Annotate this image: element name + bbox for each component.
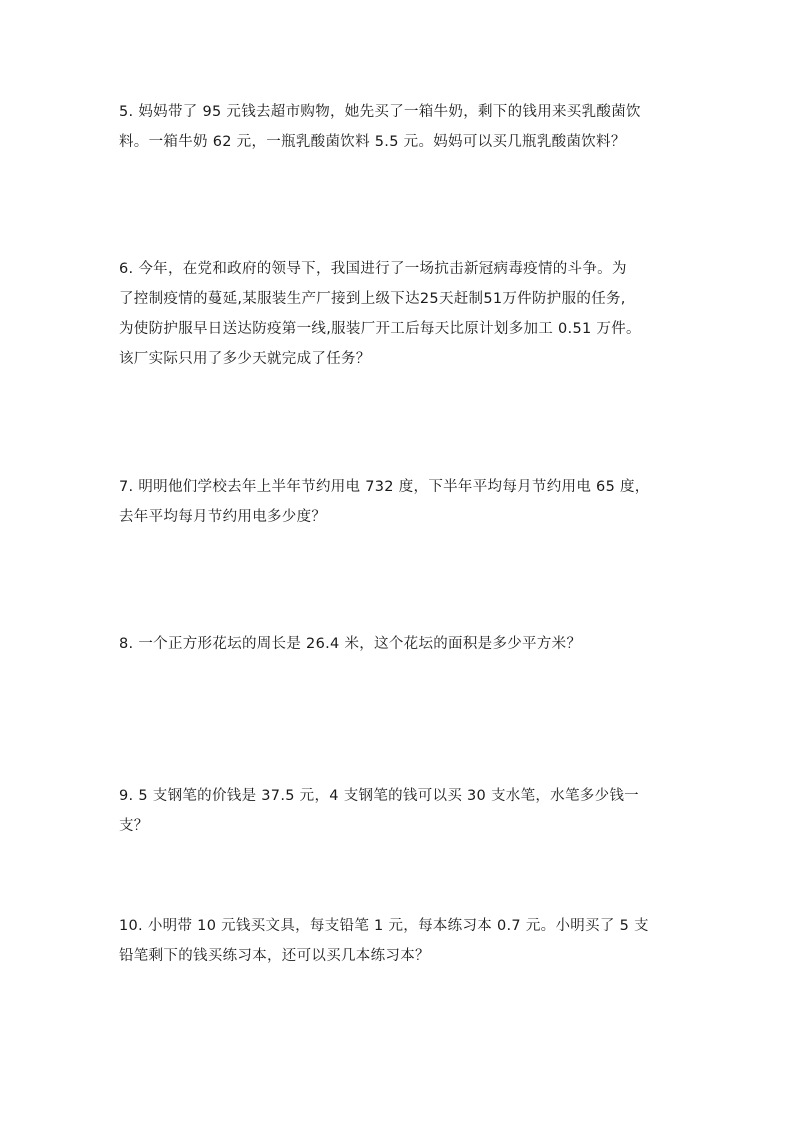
- question-9: [119, 781, 679, 841]
- question-7-line-2: 去年平均每月节约用电多少度？: [119, 509, 327, 525]
- question-5-line-2: 料。一箱牛奶 62 元，一瓶乳酸菌饮料 5.5 元。妈妈可以买几瓶乳酸菌饮料？: [119, 134, 626, 150]
- question-6-line-4: 该厂实际只用了多少天就完成了任务？: [119, 351, 371, 367]
- question-6: [119, 254, 679, 374]
- question-6-line-3: 为使防护服早日送达防疫第一线,服装厂开工后每天比原计划多加工 0.51 万件。: [119, 321, 641, 337]
- question-7: [119, 472, 679, 532]
- question-6-line-2: 了控制疫情的蔓延,某服装生产厂接到上级下达25天赶制51万件防护服的任务,: [119, 291, 626, 307]
- question-6-line-1: 6. 今年，在党和政府的领导下，我国进行了一场抗击新冠病毒疫情的斗争。为: [119, 261, 627, 277]
- question-7-line-1: 7. 明明他们学校去年上半年节约用电 732 度，下半年平均每月节约用电 65 度，: [119, 479, 650, 495]
- question-10-line-1: 10. 小明带 10 元钱买文具，每支铅笔 1 元，每本练习本 0.7 元。小明买了 5 支: [119, 918, 649, 934]
- question-10: [119, 911, 679, 971]
- question-9-line-2: 支？: [119, 818, 149, 834]
- question-8: [119, 629, 679, 659]
- question-8-line-1: 8. 一个正方形花坛的周长是 26.4 米，这个花坛的面积是多少平方米？: [119, 636, 582, 652]
- question-5-line-1: 5. 妈妈带了 95 元钱去超市购物，她先买了一箱牛奶，剩下的钱用来买乳酸菌饮: [119, 104, 641, 120]
- question-9-line-1: 9. 5 支钢笔的价钱是 37.5 元，4 支钢笔的钱可以买 30 支水笔，水笔多少钱一: [119, 788, 639, 804]
- question-5: [119, 97, 679, 157]
- question-10-line-2: 铅笔剩下的钱买练习本，还可以买几本练习本？: [119, 948, 430, 964]
